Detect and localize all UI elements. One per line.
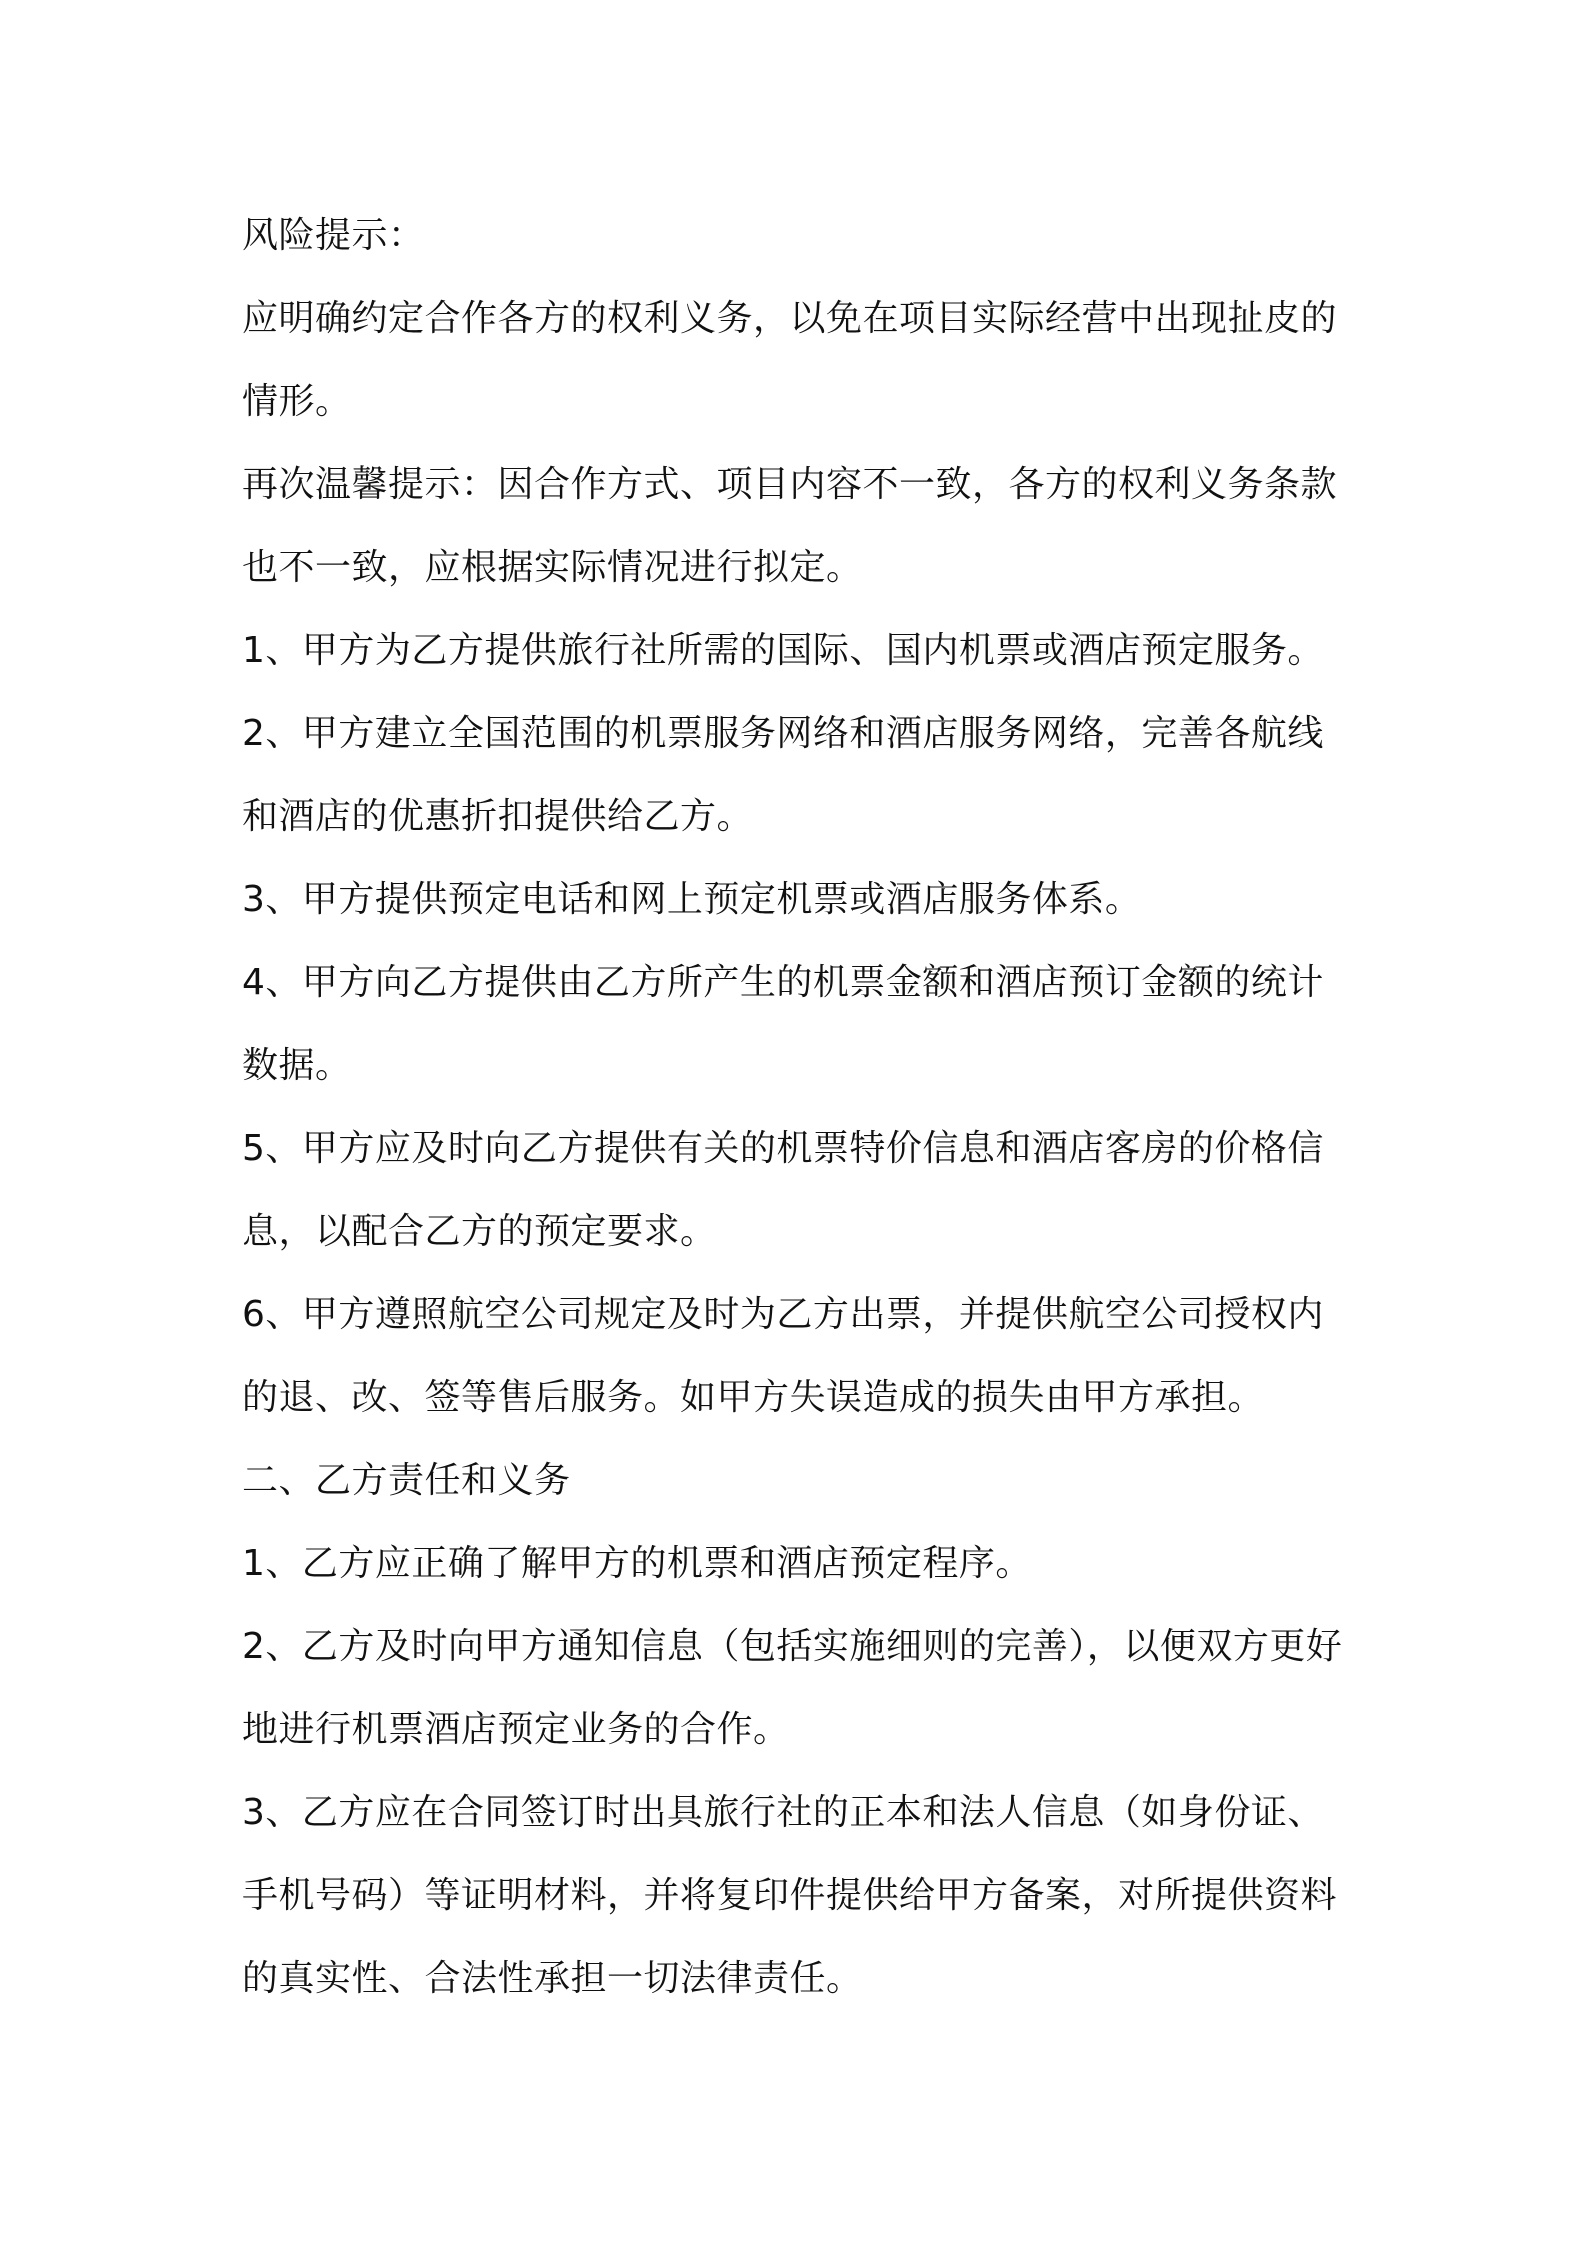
paragraph-line: 2、甲方建立全国范围的机票服务网络和酒店服务网络，完善各航线 bbox=[242, 713, 1324, 754]
paragraph-line: 3、甲方提供预定电话和网上预定机票或酒店服务体系。 bbox=[242, 879, 1142, 920]
party-a-clause-6 bbox=[242, 1273, 1362, 1439]
paragraph-line: 4、甲方向乙方提供由乙方所产生的机票金额和酒店预订金额的统计 bbox=[242, 962, 1324, 1003]
paragraph-line: 息，以配合乙方的预定要求。 bbox=[242, 1211, 717, 1252]
risk-notice-text bbox=[242, 277, 1362, 443]
paragraph-line: 5、甲方应及时向乙方提供有关的机票特价信息和酒店客房的价格信 bbox=[242, 1128, 1324, 1169]
paragraph-line: 情形。 bbox=[242, 381, 352, 422]
party-a-clause-5 bbox=[242, 1107, 1362, 1273]
reminder-text bbox=[242, 443, 1362, 609]
paragraph-line: 的真实性、合法性承担一切法律责任。 bbox=[242, 1958, 863, 1999]
paragraph-line: 也不一致，应根据实际情况进行拟定。 bbox=[242, 547, 863, 588]
paragraph-line: 二、乙方责任和义务 bbox=[242, 1460, 571, 1501]
party-b-section-heading bbox=[242, 1439, 1362, 1522]
party-a-clause-3 bbox=[242, 858, 1362, 941]
paragraph-line: 1、甲方为乙方提供旅行社所需的国际、国内机票或酒店预定服务。 bbox=[242, 630, 1324, 671]
paragraph-line: 地进行机票酒店预定业务的合作。 bbox=[242, 1709, 790, 1750]
document-body bbox=[242, 194, 1362, 2020]
paragraph-line: 和酒店的优惠折扣提供给乙方。 bbox=[242, 796, 754, 837]
risk-notice-heading bbox=[242, 194, 1362, 277]
paragraph-line: 数据。 bbox=[242, 1045, 352, 1086]
paragraph-line: 的退、改、签等售后服务。如甲方失误造成的损失由甲方承担。 bbox=[242, 1377, 1265, 1418]
paragraph-line: 1、乙方应正确了解甲方的机票和酒店预定程序。 bbox=[242, 1543, 1032, 1584]
paragraph-line: 再次温馨提示：因合作方式、项目内容不一致，各方的权利义务条款 bbox=[242, 464, 1338, 505]
paragraph-line: 3、乙方应在合同签订时出具旅行社的正本和法人信息（如身份证、 bbox=[242, 1792, 1324, 1833]
paragraph-line: 风险提示： bbox=[242, 215, 425, 256]
party-a-clause-4 bbox=[242, 941, 1362, 1107]
party-b-clause-1 bbox=[242, 1522, 1362, 1605]
party-b-clause-2 bbox=[242, 1605, 1362, 1771]
party-b-clause-3 bbox=[242, 1771, 1362, 2020]
paragraph-line: 手机号码）等证明材料，并将复印件提供给甲方备案，对所提供资料 bbox=[242, 1875, 1338, 1916]
paragraph-line: 2、乙方及时向甲方通知信息（包括实施细则的完善），以便双方更好 bbox=[242, 1626, 1343, 1667]
party-a-clause-1 bbox=[242, 609, 1362, 692]
paragraph-line: 6、甲方遵照航空公司规定及时为乙方出票，并提供航空公司授权内 bbox=[242, 1294, 1324, 1335]
paragraph-line: 应明确约定合作各方的权利义务，以免在项目实际经营中出现扯皮的 bbox=[242, 298, 1338, 339]
party-a-clause-2 bbox=[242, 692, 1362, 858]
